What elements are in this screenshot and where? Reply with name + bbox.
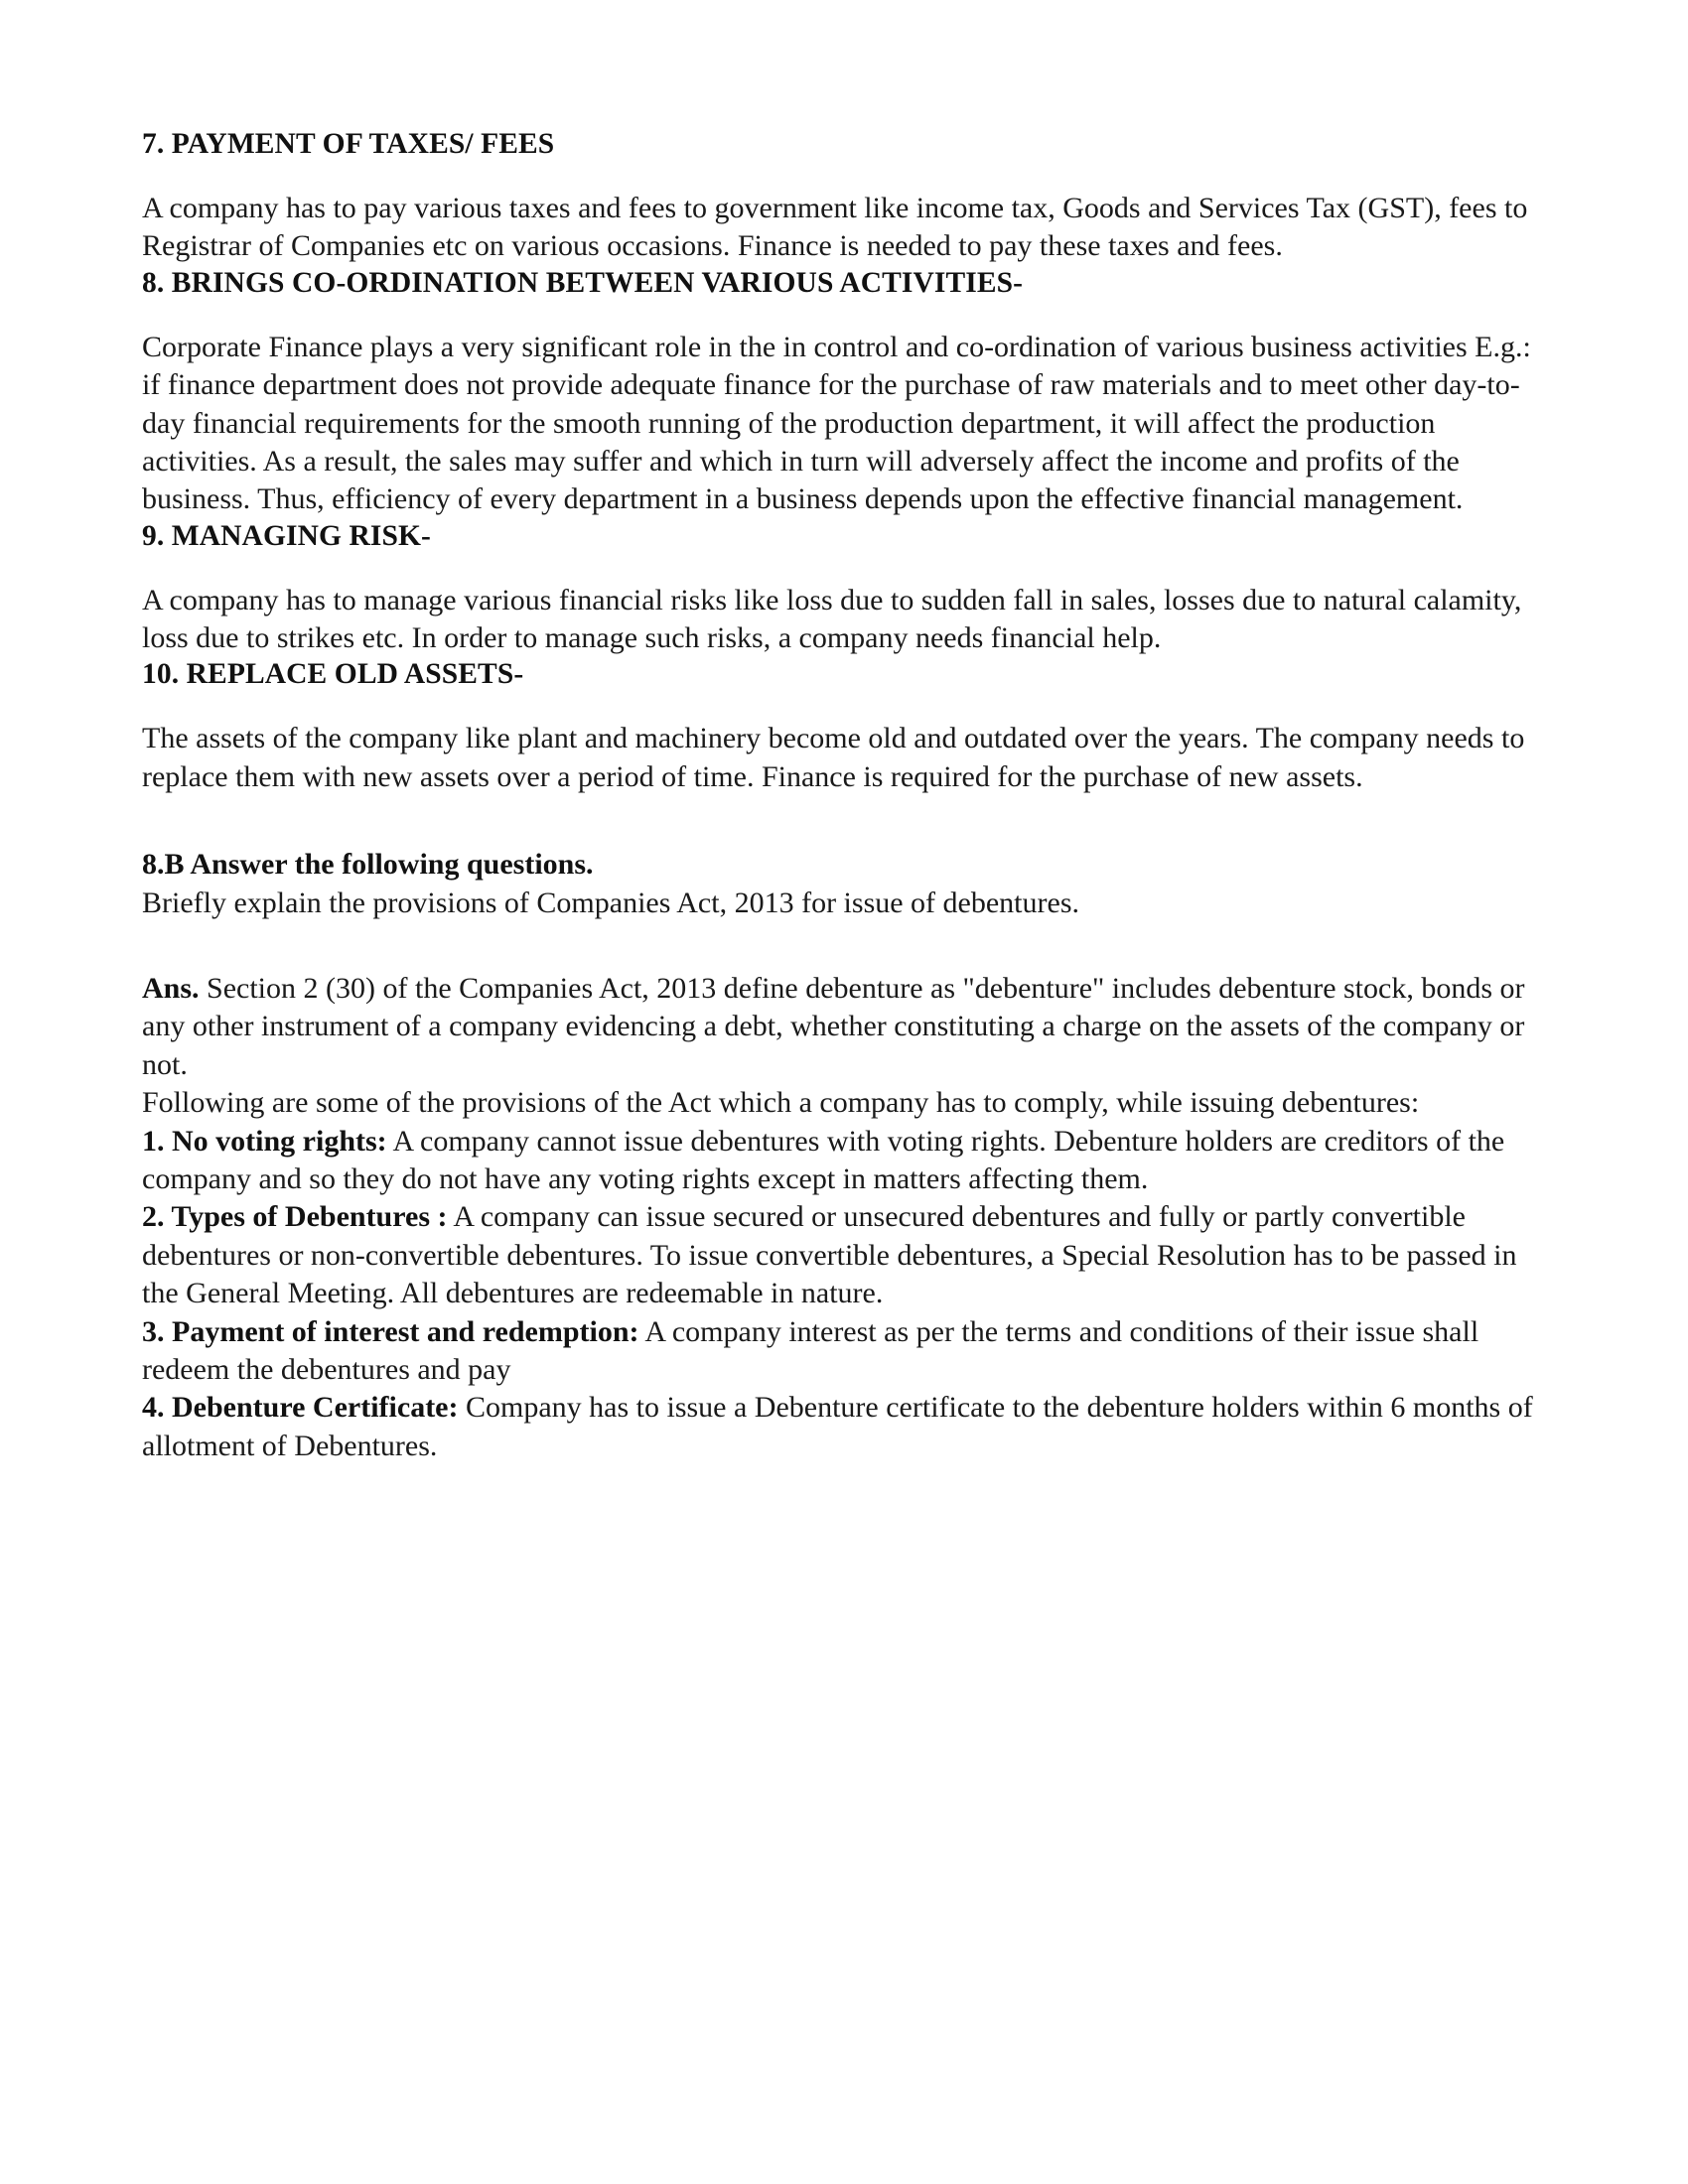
- question-text: Briefly explain the provisions of Companies Act, 2013 for issue of debentures.: [142, 886, 1079, 919]
- provision-item: [142, 1198, 1537, 1312]
- heading-payment-of-taxes-fees: 7. PAYMENT OF TAXES/ FEES: [142, 128, 555, 160]
- section-payment-of-taxes-fees: [142, 127, 1537, 266]
- provision-label: 3. Payment of interest and redemption:: [142, 1314, 639, 1348]
- paragraph-managing-risk: A company has to manage various financial risks like loss due to sudden fall in sales, losses due to natural calamity, loss due to strikes etc. In order to manage such risks, a company needs financial help.: [142, 583, 1522, 655]
- section-replace-old-assets: [142, 657, 1537, 796]
- provision-label: 4. Debenture Certificate:: [142, 1391, 459, 1425]
- paragraph-payment-of-taxes-fees: A company has to pay various taxes and fees to government like income tax, Goods and Services Tax (GST), fees to Registrar of Companies etc on various occasions. Finance is needed to pay these taxes and fees.: [142, 191, 1528, 263]
- answer-intro-text: Section 2 (30) of the Companies Act, 2013 define debenture as "debenture" includes debenture stock, bonds or any other instrument of a company evidencing a debt, whether constituting a charge on the assets of the company or not.: [142, 972, 1525, 1081]
- section-managing-risk: [142, 519, 1537, 658]
- provision-text: A company can issue secured or unsecured debentures and fully or partly convertible debentures or non-convertible debentures. To issue convertible debentures, a Special Resolution has to be passed in the General Meeting. All debentures are redeemable in nature.: [142, 1200, 1517, 1310]
- heading-replace-old-assets: 10. REPLACE OLD ASSETS-: [142, 658, 524, 691]
- provision-label: 2. Types of Debentures :: [142, 1200, 448, 1234]
- section-question-block: [142, 846, 1537, 922]
- heading-managing-risk: 9. MANAGING RISK-: [142, 519, 431, 552]
- provision-item: [142, 1123, 1537, 1199]
- provision-text: Company has to issue a Debenture certificate to the debenture holders within 6 months of allotment of Debentures.: [142, 1391, 1533, 1462]
- paragraph-brings-coordination: Corporate Finance plays a very significant role in the in control and co-ordination of various business activities E.g.: if finance department does not provide adequate finance for the purchase of raw materials and to meet other day-to-day financial requirements for the smooth running of the production department, it will affect the production activities. As a result, the sales may suffer and which in turn will adversely affect the income and profits of the business. Thus, efficiency of every department in a business depends upon the effective financial management.: [142, 330, 1531, 516]
- provision-text: A company interest as per the terms and conditions of their issue shall redeem the debentures and pay: [142, 1314, 1479, 1386]
- answer-label: Ans.: [142, 972, 200, 1006]
- provision-label: 1. No voting rights:: [142, 1124, 387, 1158]
- paragraph-replace-old-assets: The assets of the company like plant and machinery become old and outdated over the years. The company needs to replace them with new assets over a period of time. Finance is required for the purchase of new assets.: [142, 722, 1525, 793]
- section-answer-block: [142, 970, 1537, 1465]
- heading-brings-coordination: 8. BRINGS CO-ORDINATION BETWEEN VARIOUS ACTIVITIES-: [142, 266, 1024, 299]
- provision-text: A company cannot issue debentures with voting rights. Debenture holders are creditors of the company and so they do not have any voting rights except in matters affecting them.: [142, 1124, 1505, 1195]
- section-brings-coordination: [142, 266, 1537, 519]
- provision-item: [142, 1389, 1537, 1465]
- document-content: [142, 127, 1537, 1465]
- answer-intro-paragraph: [142, 970, 1537, 1084]
- heading-answer-the-following-questions: 8.B Answer the following questions.: [142, 848, 594, 882]
- answer-lead-in-paragraph: Following are some of the provisions of the Act which a company has to comply, while issuing debentures:: [142, 1086, 1420, 1120]
- provision-item: [142, 1313, 1537, 1390]
